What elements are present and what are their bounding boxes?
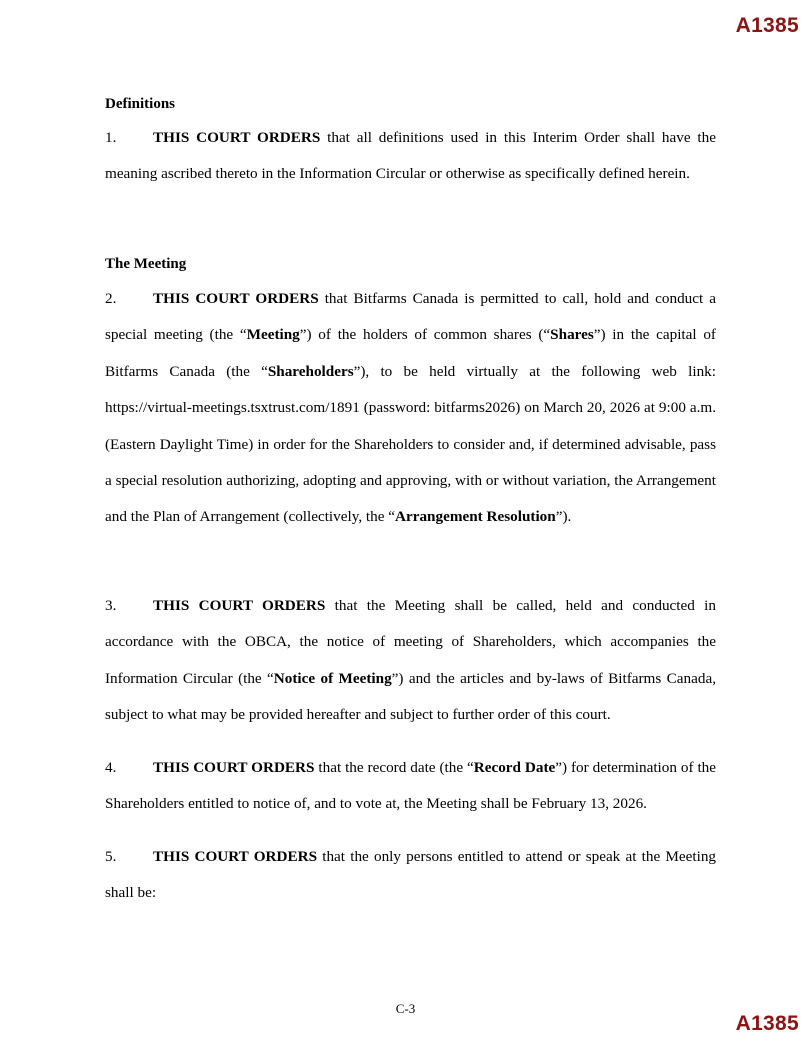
defined-term-record-date: Record Date: [473, 759, 556, 776]
paragraph-number: 2.: [105, 290, 117, 307]
paragraph-text: that the only persons entitled to attend or speak at the Meeting shall be:: [105, 848, 717, 902]
paragraph-text: that Bitfarms Canada is permitted to call, hold and conduct a special meeting (the “: [105, 290, 716, 344]
page-number: C-3: [395, 1001, 416, 1016]
paragraph-text: ”) for determination of the Shareholders entitled to notice of, and to vote at, the Meeting shall be February 13, 2026.: [105, 759, 716, 813]
paragraph-lead: THIS COURT ORDERS: [153, 759, 315, 776]
defined-term-meeting: Meeting: [246, 326, 300, 344]
paragraph-number: 1.: [105, 129, 117, 146]
paragraph-3: [105, 588, 716, 734]
paragraph-5: [105, 839, 716, 912]
paragraph-text: ”).: [555, 508, 572, 526]
paragraph-text: ”) of the holders of common shares (“: [299, 326, 551, 344]
paragraph-number: 5.: [105, 848, 117, 865]
paragraph-text: that the record date (the “: [314, 759, 474, 776]
paragraph-text: that the Meeting shall be called, held and conducted in accordance with the OBCA, the notice of meeting of Shareholders, which accompanies the Information Circular (the “: [105, 597, 716, 687]
defined-term-arrangement-resolution: Arrangement Resolution: [395, 508, 556, 526]
defined-term-shareholders: Shareholders: [267, 362, 354, 380]
paragraph-text: that all definitions used in this Interim Order shall have the meaning ascribed thereto in the Information Circular or otherwise as specifically defined herein.: [105, 129, 716, 183]
paragraph-lead: THIS COURT ORDERS: [153, 290, 319, 307]
paragraph-text: ”), to be held virtually at the following web link: https://virtual-meetings.tsxtrust.com/1891 (password: bitfarms2026) on March 20, 2026 at 9:00 a.m. (Eastern Daylight Time) in order for the Shareholders to consider and, if determined advisable, pass a special resolution authorizing, adopting and approving, with or without variation, the Arrangement and the Plan of Arrangement (collectively, the “: [105, 362, 716, 526]
paragraph-1: [105, 120, 716, 193]
paragraph-text: ”) and the articles and by-laws of Bitfarms Canada, subject to what may be provided hereafter and subject to further order of this court.: [105, 669, 717, 724]
defined-term-shares: Shares: [550, 326, 594, 344]
section-heading-definitions: Definitions: [105, 96, 176, 112]
exhibit-stamp-bottom: A1385: [735, 1012, 799, 1035]
paragraph-4: [105, 750, 716, 823]
exhibit-stamp-top: A1385: [735, 14, 799, 37]
paragraph-lead: THIS COURT ORDERS: [153, 129, 321, 146]
paragraph-number: 4.: [105, 759, 117, 776]
paragraph-number: 3.: [105, 597, 117, 614]
paragraph-2: [105, 281, 716, 536]
paragraph-text: ”) in the capital of Bitfarms Canada (the “: [105, 326, 716, 380]
defined-term-notice-of-meeting: Notice of Meeting: [273, 669, 392, 687]
paragraph-lead: THIS COURT ORDERS: [153, 597, 326, 614]
paragraph-lead: THIS COURT ORDERS: [153, 848, 318, 865]
section-heading-the-meeting: The Meeting: [105, 256, 187, 272]
